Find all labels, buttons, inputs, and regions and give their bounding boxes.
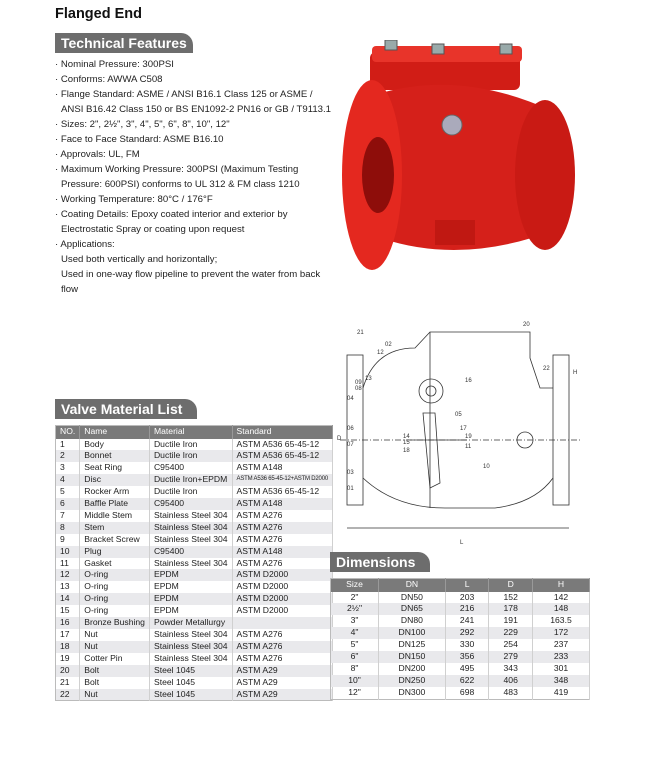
technical-features-heading: Technical Features [55, 33, 193, 53]
table-cell: Ductile Iron [149, 450, 232, 462]
column-header: DN [379, 579, 446, 592]
feature-line: · Applications: [55, 239, 115, 250]
table-cell: ASTM A276 [232, 534, 332, 546]
table-row [56, 569, 333, 581]
table-cell: Baffle Plate [80, 498, 150, 510]
table-cell: 279 [489, 651, 533, 663]
table-row [331, 675, 590, 687]
table-row [56, 498, 333, 510]
table-cell: ASTM A536 65-45-12 [232, 439, 332, 451]
diagram-label: 16 [465, 378, 472, 384]
table-cell: 301 [532, 663, 589, 675]
table-cell: ASTM A148 [232, 546, 332, 558]
table-cell: ASTM A29 [232, 689, 332, 701]
table-cell: 5 [56, 486, 80, 498]
table-cell: O-ring [80, 605, 150, 617]
table-cell: Steel 1045 [149, 689, 232, 701]
table-cell: Body [80, 439, 150, 451]
column-header: Size [331, 579, 379, 592]
table-cell: ASTM A276 [232, 510, 332, 522]
table-cell: Bronze Bushing [80, 617, 150, 629]
table-cell: 163.5 [532, 615, 589, 627]
table-cell: 622 [445, 675, 489, 687]
diagram-label: 18 [403, 448, 410, 454]
table-cell: DN80 [379, 615, 446, 627]
table-cell: 343 [489, 663, 533, 675]
table-cell: 233 [532, 651, 589, 663]
table-cell: 495 [445, 663, 489, 675]
column-header: Standard [232, 426, 332, 439]
feature-line: Pressure: 600PSI) conforms to UL 312 & FM class 1210 [61, 179, 300, 190]
diagram-label: 17 [460, 426, 467, 432]
table-cell: DN100 [379, 627, 446, 639]
table-row [331, 663, 590, 675]
table-cell: Nut [80, 629, 150, 641]
table-cell: ASTM A276 [232, 558, 332, 570]
table-cell: 18 [56, 641, 80, 653]
feature-line: · Flange Standard: ASME / ANSI B16.1 Class 125 or ASME / [55, 89, 313, 100]
table-cell: 9 [56, 534, 80, 546]
table-row [331, 651, 590, 663]
diagram-label: H [573, 370, 578, 376]
feature-line: · Maximum Working Pressure: 300PSI (Maximum Testing [55, 164, 299, 175]
table-cell: 216 [445, 603, 489, 615]
table-cell: 229 [489, 627, 533, 639]
table-cell: 148 [532, 603, 589, 615]
table-cell: DN150 [379, 651, 446, 663]
table-cell: 698 [445, 687, 489, 699]
table-cell: Seat Ring [80, 462, 150, 474]
table-cell: 22 [56, 689, 80, 701]
table-cell: 20 [56, 665, 80, 677]
feature-line: Used in one-way flow pipeline to prevent the water from back [61, 269, 321, 280]
page-title: Flanged End [55, 6, 142, 22]
table-row [56, 522, 333, 534]
column-header: NO. [56, 426, 80, 439]
table-cell: DN125 [379, 639, 446, 651]
column-header: Name [80, 426, 150, 439]
table-cell: Ductile Iron [149, 486, 232, 498]
table-cell: 203 [445, 592, 489, 604]
table-row [331, 627, 590, 639]
table-cell: O-ring [80, 581, 150, 593]
table-cell: ASTM D2000 [232, 593, 332, 605]
table-row [56, 546, 333, 558]
diagram-label: D [337, 436, 342, 442]
table-cell: 191 [489, 615, 533, 627]
diagram-label: 11 [465, 444, 472, 450]
table-cell: 19 [56, 653, 80, 665]
table-cell: 10" [331, 675, 379, 687]
table-cell: ASTM D2000 [232, 569, 332, 581]
table-cell: 16 [56, 617, 80, 629]
table-cell: 2½" [331, 603, 379, 615]
diagram-label: L [460, 540, 464, 546]
diagram-label: 02 [385, 342, 392, 348]
table-cell: EPDM [149, 581, 232, 593]
table-row [331, 639, 590, 651]
table-cell: ASTM D2000 [232, 581, 332, 593]
table-cell: 356 [445, 651, 489, 663]
table-cell: 172 [532, 627, 589, 639]
dimensions-heading: Dimensions [330, 552, 430, 572]
table-row [56, 665, 333, 677]
feature-line: · Coating Details: Epoxy coated interior and exterior by [55, 209, 288, 220]
table-cell: 348 [532, 675, 589, 687]
table-cell: 8" [331, 663, 379, 675]
diagram-label: 10 [483, 464, 490, 470]
table-cell: 6" [331, 651, 379, 663]
table-cell: 11 [56, 558, 80, 570]
table-cell [232, 617, 332, 629]
table-cell: 178 [489, 603, 533, 615]
table-cell: EPDM [149, 569, 232, 581]
table-cell: ASTM A29 [232, 677, 332, 689]
feature-line: Electrostatic Spray or coating upon request [61, 224, 245, 235]
table-cell: 3 [56, 462, 80, 474]
table-row [56, 677, 333, 689]
table-cell: Middle Stem [80, 510, 150, 522]
table-cell: 2" [331, 592, 379, 604]
table-cell: 10 [56, 546, 80, 558]
table-row [56, 534, 333, 546]
table-cell: C95400 [149, 462, 232, 474]
table-cell: 4 [56, 474, 80, 486]
table-cell: 142 [532, 592, 589, 604]
table-cell: Stem [80, 522, 150, 534]
table-cell: Gasket [80, 558, 150, 570]
feature-line: · Nominal Pressure: 300PSI [55, 59, 174, 70]
table-cell: DN300 [379, 687, 446, 699]
dimensions-table [330, 578, 590, 700]
table-cell: Ductile Iron+EPDM [149, 474, 232, 486]
table-row [56, 689, 333, 701]
table-cell: 152 [489, 592, 533, 604]
table-row [56, 581, 333, 593]
table-cell: 4" [331, 627, 379, 639]
table-cell: Nut [80, 689, 150, 701]
table-cell: EPDM [149, 605, 232, 617]
table-cell: 254 [489, 639, 533, 651]
table-cell: 1 [56, 439, 80, 451]
diagram-label: 03 [347, 470, 354, 476]
table-row [56, 629, 333, 641]
valve-cross-section-diagram [335, 318, 585, 546]
diagram-label: 06 [347, 426, 354, 432]
table-cell: Stainless Steel 304 [149, 653, 232, 665]
diagram-label: 22 [543, 366, 550, 372]
table-cell: 483 [489, 687, 533, 699]
column-header: D [489, 579, 533, 592]
table-row [56, 558, 333, 570]
diagram-label: 13 [365, 376, 372, 382]
material-list-heading: Valve Material List [55, 399, 197, 419]
table-cell: Cotter Pin [80, 653, 150, 665]
table-row [56, 450, 333, 462]
table-row [331, 615, 590, 627]
table-cell: Bolt [80, 665, 150, 677]
table-cell: Ductile Iron [149, 439, 232, 451]
table-cell: DN65 [379, 603, 446, 615]
table-row [56, 474, 333, 486]
table-cell: Rocker Arm [80, 486, 150, 498]
feature-line: ANSI B16.42 Class 150 or BS EN1092-2 PN16 or GB / T9113.1 [61, 104, 332, 115]
diagram-label: 01 [347, 486, 354, 492]
table-cell: ASTM A29 [232, 665, 332, 677]
table-cell: Bolt [80, 677, 150, 689]
table-cell: O-ring [80, 569, 150, 581]
table-cell: 3" [331, 615, 379, 627]
table-row [56, 462, 333, 474]
table-cell: Steel 1045 [149, 665, 232, 677]
table-cell: Stainless Steel 304 [149, 641, 232, 653]
material-table [55, 425, 333, 701]
table-row [56, 510, 333, 522]
diagram-label: 05 [455, 412, 462, 418]
table-cell: DN250 [379, 675, 446, 687]
table-row [56, 439, 333, 451]
feature-line: · Working Temperature: 80°C / 176°F [55, 194, 213, 205]
table-row [331, 592, 590, 604]
column-header: Material [149, 426, 232, 439]
table-cell: 2 [56, 450, 80, 462]
table-cell: Stainless Steel 304 [149, 629, 232, 641]
table-cell: Disc [80, 474, 150, 486]
table-row [56, 617, 333, 629]
feature-line: · Sizes: 2", 2½", 3", 4", 5", 6", 8", 10", 12" [55, 119, 230, 130]
table-row [56, 653, 333, 665]
table-cell: ASTM A276 [232, 641, 332, 653]
table-cell: ASTM A276 [232, 653, 332, 665]
table-cell: ASTM D2000 [232, 605, 332, 617]
table-cell: O-ring [80, 593, 150, 605]
feature-line: Used both vertically and horizontally; [61, 254, 218, 265]
diagram-label: 19 [465, 434, 472, 440]
table-cell: 330 [445, 639, 489, 651]
table-cell: 237 [532, 639, 589, 651]
table-cell: Powder Metallurgy [149, 617, 232, 629]
diagram-label: 15 [403, 440, 410, 446]
table-row [331, 687, 590, 699]
table-row [331, 603, 590, 615]
column-header: L [445, 579, 489, 592]
table-cell: 15 [56, 605, 80, 617]
table-cell: ASTM A276 [232, 522, 332, 534]
table-cell: Stainless Steel 304 [149, 558, 232, 570]
table-cell: Stainless Steel 304 [149, 510, 232, 522]
table-row [56, 605, 333, 617]
table-cell: DN200 [379, 663, 446, 675]
table-cell: EPDM [149, 593, 232, 605]
table-cell: ASTM A276 [232, 629, 332, 641]
feature-line: · Conforms: AWWA C508 [55, 74, 163, 85]
table-cell: Bonnet [80, 450, 150, 462]
table-cell: 292 [445, 627, 489, 639]
table-cell: Bracket Screw [80, 534, 150, 546]
table-cell: Plug [80, 546, 150, 558]
diagram-label: 14 [403, 434, 410, 440]
table-cell: C95400 [149, 498, 232, 510]
table-cell: 8 [56, 522, 80, 534]
table-cell: 12" [331, 687, 379, 699]
table-cell: 21 [56, 677, 80, 689]
column-header: H [532, 579, 589, 592]
diagram-label: 07 [347, 442, 354, 448]
table-cell: ASTM A536 65-45-12 [232, 486, 332, 498]
diagram-label: 12 [377, 350, 384, 356]
features-list [55, 57, 345, 297]
table-cell: 13 [56, 581, 80, 593]
table-cell: 406 [489, 675, 533, 687]
table-row [56, 593, 333, 605]
table-cell: Stainless Steel 304 [149, 522, 232, 534]
table-cell: 17 [56, 629, 80, 641]
feature-line: · Face to Face Standard: ASME B16.10 [55, 134, 224, 145]
table-cell: ASTM A536 65-45-12 [232, 450, 332, 462]
table-row [56, 641, 333, 653]
table-cell: C95400 [149, 546, 232, 558]
diagram-label: 21 [357, 330, 364, 336]
table-cell: ASTM A148 [232, 498, 332, 510]
table-cell: ASTM A148 [232, 462, 332, 474]
table-cell: 5" [331, 639, 379, 651]
table-cell: Stainless Steel 304 [149, 534, 232, 546]
table-cell: 7 [56, 510, 80, 522]
table-cell: Nut [80, 641, 150, 653]
feature-line: · Approvals: UL, FM [55, 149, 140, 160]
diagram-label: 08 [355, 386, 362, 392]
diagram-label: 09 [355, 380, 362, 386]
diagram-label: 20 [523, 322, 530, 328]
table-row [56, 486, 333, 498]
table-cell: DN50 [379, 592, 446, 604]
table-cell: Steel 1045 [149, 677, 232, 689]
valve-photo [340, 40, 585, 275]
table-cell: 12 [56, 569, 80, 581]
table-cell: 6 [56, 498, 80, 510]
table-cell: 419 [532, 687, 589, 699]
feature-line: flow [61, 284, 79, 295]
table-cell: ASTM A536 65-45-12+ASTM D2000 [232, 474, 332, 486]
table-cell: 14 [56, 593, 80, 605]
diagram-label: 04 [347, 396, 354, 402]
table-cell: 241 [445, 615, 489, 627]
